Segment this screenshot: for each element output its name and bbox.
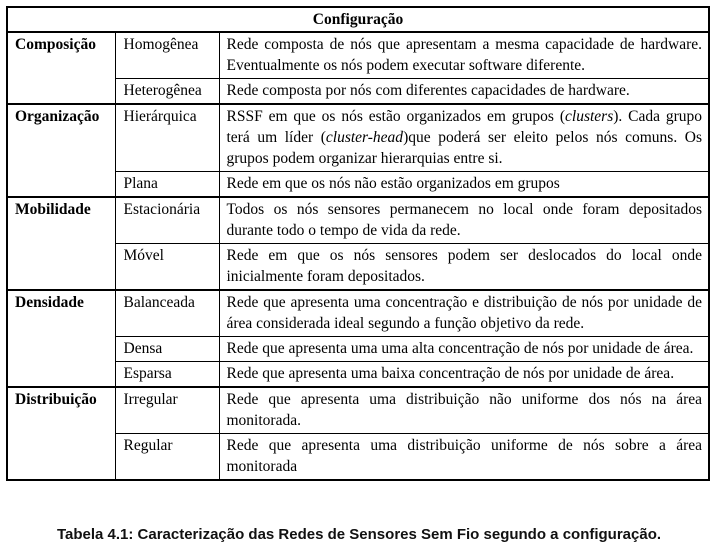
desc-densa: Rede que apresenta uma uma alta concentração de nós por unidade de área. xyxy=(219,337,709,362)
desc-hierarquica-part-c: )que poderá ser eleito pelos nós comuns. Os grupos podem organizar hierarquias entre si. xyxy=(226,129,703,167)
table-header-row xyxy=(7,7,709,32)
type-heterogenea: Heterogênea xyxy=(115,79,219,105)
type-densa: Densa xyxy=(115,337,219,362)
desc-hierarquica-part-b: ). Cada grupo terá um líder ( xyxy=(226,108,703,146)
type-hierarquica: Hierárquica xyxy=(115,104,219,172)
table-row xyxy=(7,387,709,434)
table-row xyxy=(7,104,709,172)
type-esparsa: Esparsa xyxy=(115,362,219,388)
type-plana: Plana xyxy=(115,172,219,198)
desc-esparsa: Rede que apresenta uma baixa concentração de nós por unidade de área. xyxy=(219,362,709,388)
desc-hierarquica-clusters: clusters xyxy=(565,108,614,125)
type-homogenea: Homogênea xyxy=(115,32,219,79)
type-movel: Móvel xyxy=(115,244,219,291)
type-irregular: Irregular xyxy=(115,387,219,434)
configuration-table xyxy=(6,6,710,481)
desc-hierarquica-cluster-head: cluster-head xyxy=(325,129,404,146)
table-row xyxy=(7,290,709,337)
type-balanceada: Balanceada xyxy=(115,290,219,337)
type-estacionaria: Estacionária xyxy=(115,197,219,244)
type-regular: Regular xyxy=(115,434,219,481)
desc-plana: Rede em que os nós não estão organizados em grupos xyxy=(219,172,709,198)
category-organizacao: Organização xyxy=(7,104,115,197)
desc-balanceada: Rede que apresenta uma concentração e distribuição de nós por unidade de área considerada ideal segundo a função objetivo da rede. xyxy=(219,290,709,337)
desc-homogenea: Rede composta de nós que apresentam a mesma capacidade de hardware. Eventualmente os nós podem executar software diferente. xyxy=(219,32,709,79)
table-row xyxy=(7,32,709,79)
desc-hierarquica-part-a: RSSF em que os nós estão organizados em grupos ( xyxy=(226,108,566,125)
desc-estacionaria: Todos os nós sensores permanecem no local onde foram depositados durante todo o tempo de vida da rede. xyxy=(219,197,709,244)
category-distribuicao: Distribuição xyxy=(7,387,115,480)
desc-regular: Rede que apresenta uma distribuição uniforme de nós sobre a área monitorada xyxy=(219,434,709,481)
table-caption: Tabela 4.1: Caracterização das Redes de Sensores Sem Fio segundo a configuração. xyxy=(56,526,662,543)
category-mobilidade: Mobilidade xyxy=(7,197,115,290)
desc-movel: Rede em que os nós sensores podem ser deslocados do local onde inicialmente foram depositados. xyxy=(219,244,709,291)
category-composicao: Composição xyxy=(7,32,115,104)
configuration-table-container xyxy=(6,6,708,481)
table-title: Configuração xyxy=(7,7,709,32)
desc-heterogenea: Rede composta por nós com diferentes capacidades de hardware. xyxy=(219,79,709,105)
desc-hierarquica xyxy=(219,104,709,172)
table-row xyxy=(7,197,709,244)
desc-irregular: Rede que apresenta uma distribuição não uniforme dos nós na área monitorada. xyxy=(219,387,709,434)
category-densidade: Densidade xyxy=(7,290,115,387)
